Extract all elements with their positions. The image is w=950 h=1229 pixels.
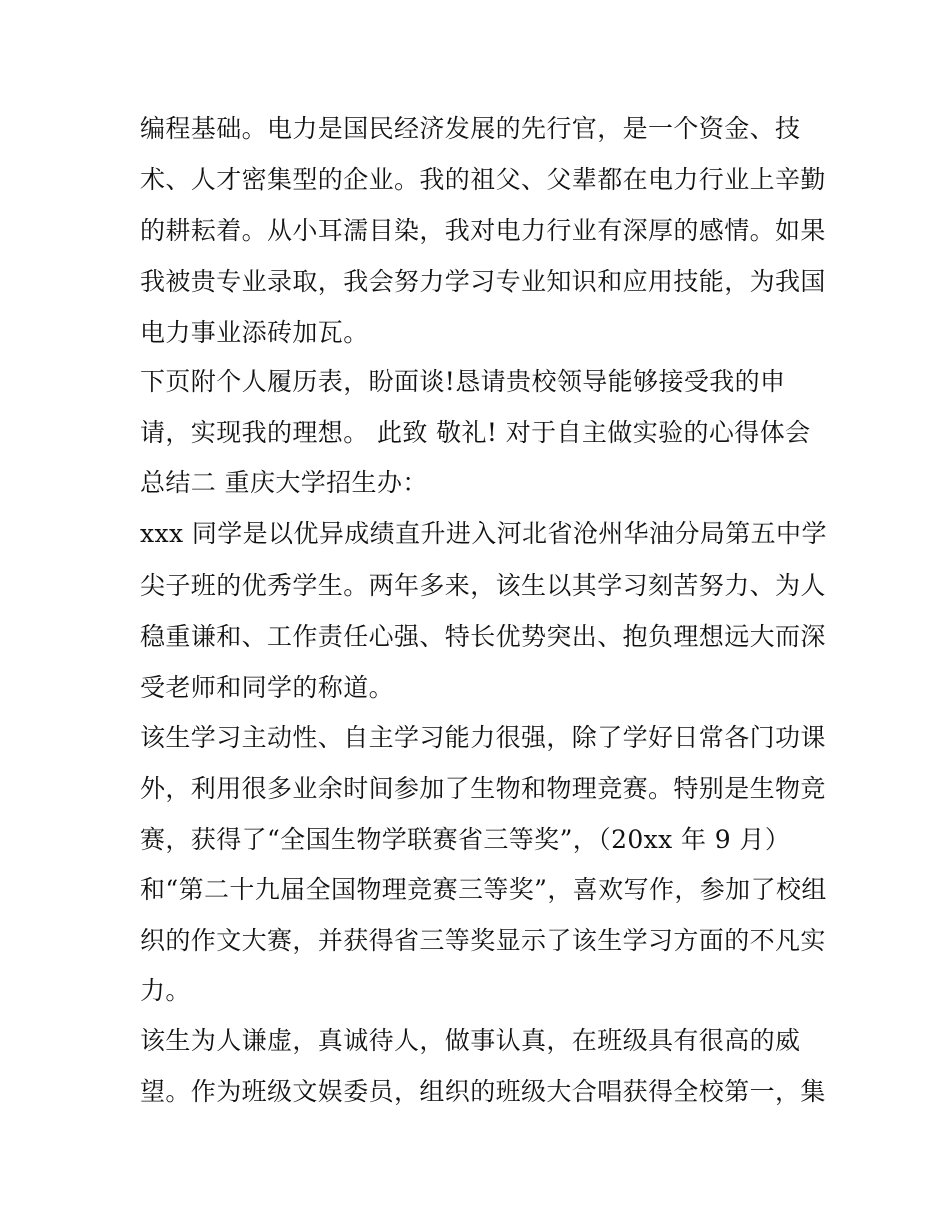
text-line: 稳重谦和、工作责任心强、特长优势突出、抱负理想远大而深 bbox=[140, 622, 826, 651]
text-line: xxx 同学是以优异成绩直升进入河北省沧州华油分局第五中学 bbox=[140, 519, 827, 548]
text-line: 赛，获得了“全国生物学联赛省三等奖”，（20xx 年 9 月） bbox=[140, 825, 791, 854]
text-line: 望。作为班级文娱委员，组织的班级大合唱获得全校第一，集 bbox=[140, 1077, 826, 1106]
text-line: 该生为人谦虚，真诚待人，做事认真，在班级具有很高的威 bbox=[140, 1026, 801, 1055]
text-line: 编程基础。电力是国民经济发展的先行官，是一个资金、技 bbox=[140, 114, 801, 143]
text-line: 尖子班的优秀学生。两年多来，该生以其学习刻苦努力、为人 bbox=[140, 571, 826, 600]
text-line: 受老师和同学的称道。 bbox=[140, 673, 395, 702]
text-line: 电力事业添砖加瓦。 bbox=[140, 318, 369, 347]
text-line: 我被贵专业录取，我会努力学习专业知识和应用技能，为我国 bbox=[140, 267, 826, 296]
text-line: 下页附个人履历表，盼面谈!恳请贵校领导能够接受我的申 bbox=[140, 367, 786, 396]
text-line: 外，利用很多业余时间参加了生物和物理竞赛。特别是生物竞 bbox=[140, 774, 826, 803]
text-line: 该生学习主动性、自主学习能力很强，除了学好日常各门功课 bbox=[140, 723, 826, 752]
text-line: 和“第二十九届全国物理竞赛三等奖”，喜欢写作，参加了校组 bbox=[140, 875, 827, 904]
text-line: 织的作文大赛，并获得省三等奖显示了该生学习方面的不凡实 bbox=[140, 926, 826, 955]
text-line: 力。 bbox=[140, 976, 191, 1005]
text-line: 术、人才密集型的企业。我的祖父、父辈都在电力行业上辛勤 bbox=[140, 165, 826, 194]
text-line: 的耕耘着。从小耳濡目染，我对电力行业有深厚的感情。如果 bbox=[140, 216, 826, 245]
text-line: 请，实现我的理想。 此致 敬礼! 对于自主做实验的心得体会 bbox=[140, 418, 811, 447]
text-line: 总结二 重庆大学招生办： bbox=[140, 468, 428, 497]
